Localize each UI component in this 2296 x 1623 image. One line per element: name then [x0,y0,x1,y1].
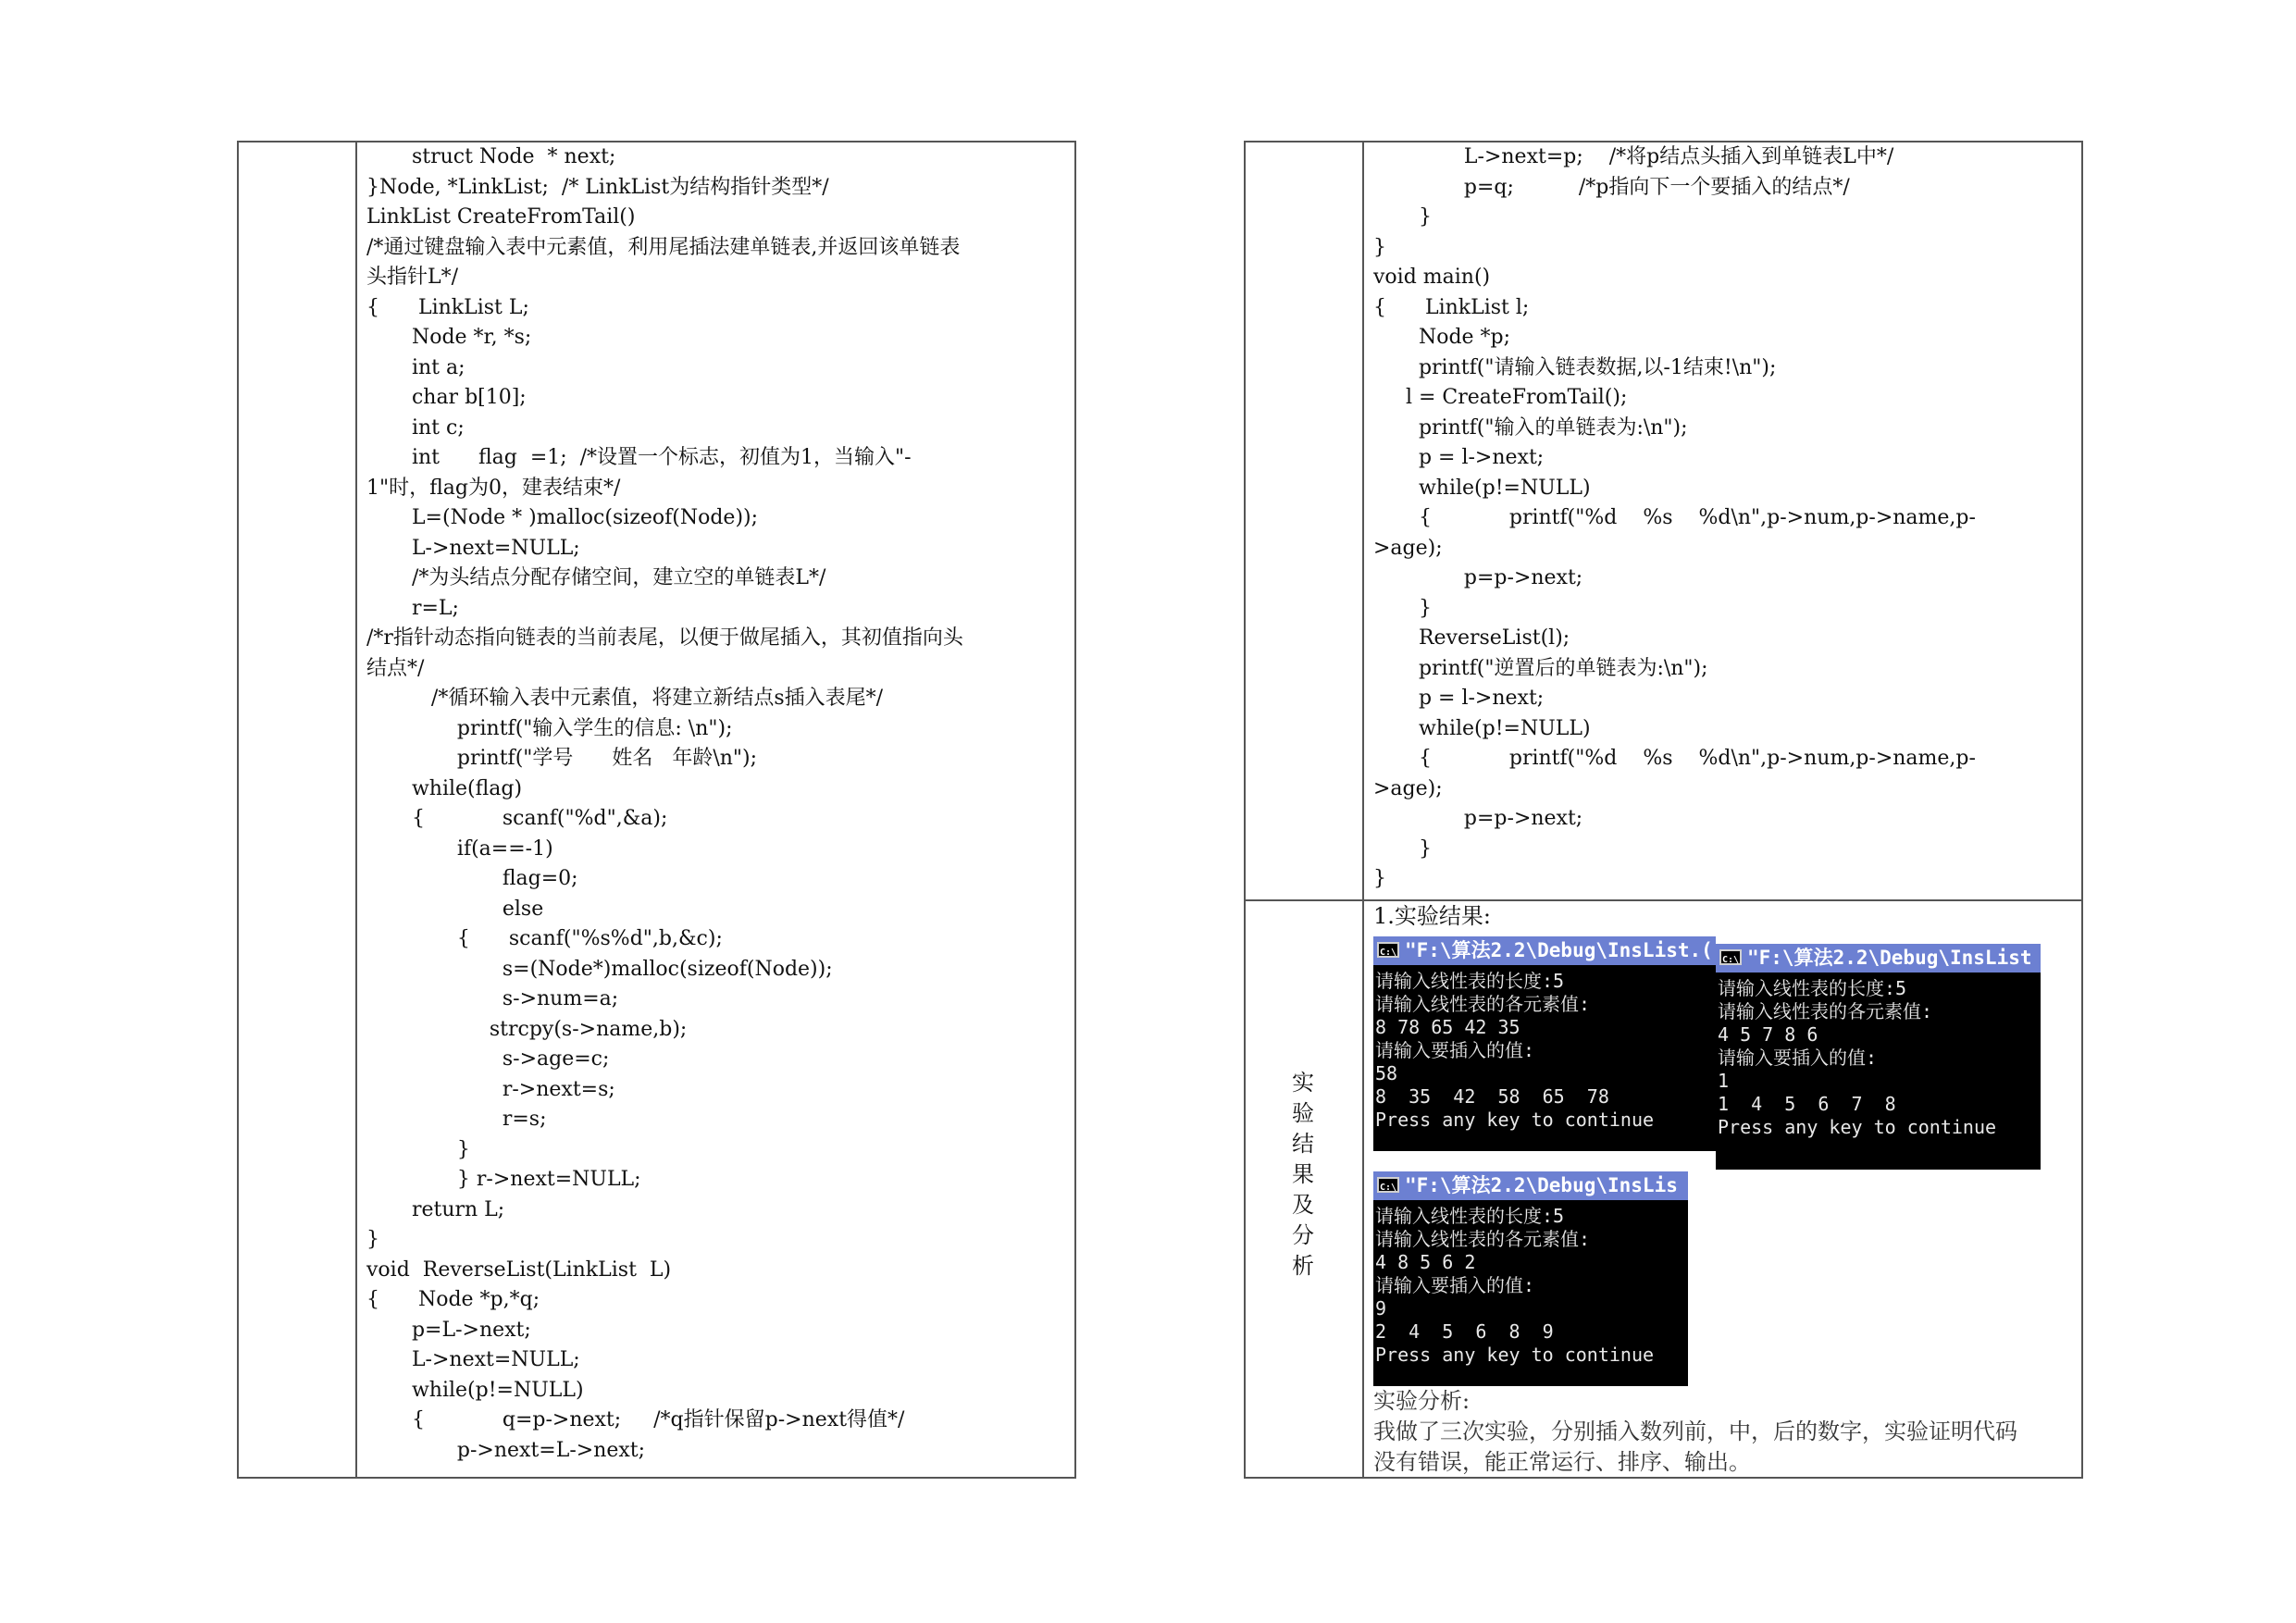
results-title: 1.实验结果: [1373,903,1491,929]
left-table-divider [355,142,357,1477]
right-code-table [1244,141,2083,1479]
console-title-1: "F:\算法2.2\Debug\InsList.( [1405,939,1713,961]
results-section-label: 实 验 结 果 及 分 析 [1292,1070,1314,1279]
console-icon [1719,949,1742,965]
console-output-1: 请输入线性表的长度:5 请输入线性表的各元素值: 8 78 65 42 35 请输入要插入的值: 58 8 35 42 58 65 78 Press any key to continue [1375,970,1655,1131]
left-code-block: struct Node * next; }Node, *LinkList; /* LinkList为结构指针类型*/ LinkList CreateFromTail() /*通过键盘输入表中元素值，利用尾插法建单链表,并返回该单链表 头指针L*/ { LinkList L; Node *r, *s; int a; char b[10]; int c; int flag =1; /*设置一个标志，初值为1，当输入"- 1"时，flag为0，建表结束*/ L=(Node * )malloc(sizeof(Node)); L->next=NULL; /*为头结点分配存储空间，建立空的单链表L*/ r=L; /*r指针动态指向链表的当前表尾，以便于做尾插入，其初值指向头 结点*/ /*循环输入表中元素值，将建立新结点s插入表尾*/ printf("输入学生的信息: \n"); printf("学号 姓名 年龄\n"); while(flag) { scanf("%d",&a); if(a==-1) flag=0; else { scanf("%s%d",b,&c); s=(Node*)malloc(sizeof(Node)); s->num=a; strcpy(s->name,b); s->age=c; r->next=s; r=s; } } r->next=NULL; return L; } void ReverseList(LinkList L) { Node *p,*q; p=L->next; L->next=NULL; while(p!=NULL) { q=p->next; /*q指针保留p->next得值*/ p->next=L->next; [366,145,963,1462]
console-title-3: "F:\算法2.2\Debug\InsLis [1405,1174,1678,1196]
console-titlebar-1 [1373,936,1716,965]
console-window-3 [1373,1171,1688,1386]
console-titlebar-3 [1373,1171,1688,1200]
analysis-title: 实验分析: [1373,1388,1471,1414]
console-icon [1377,1177,1399,1193]
console-window-1 [1373,936,1716,1151]
console-titlebar-2 [1716,944,2041,973]
console-title-2: "F:\算法2.2\Debug\InsList [1747,947,2032,969]
analysis-text: 我做了三次实验，分别插入数列前，中，后的数字，实验证明代码 没有错误，能正常运行、排序、输出。 [1373,1419,2017,1475]
console-window-2 [1716,944,2041,1170]
console-output-2: 请输入线性表的长度:5 请输入线性表的各元素值: 4 5 7 8 6 请输入要插入的值: 1 1 4 5 6 7 8 Press any key to continue [1718,977,1997,1138]
console-icon [1377,942,1399,958]
right-code-block: L->next=p; /*将p结点头插入到单链表L中*/ p=q; /*p指向下一个要插入的结点*/ } } void main() { LinkList l; Node *p; printf("请输入链表数据,以-1结束!\n"); l = CreateFromTail(); printf("输入的单链表为:\n"); p = l->next; while(p!=NULL) { printf("%d %s %d\n",p->num,p->name,p- >age); p=p->next; } ReverseList(l); printf("逆置后的单链表为:\n"); p = l->next; while(p!=NULL) { printf("%d %s %d\n",p->num,p->name,p- >age); p=p->next; } } [1373,145,1976,890]
right-table-divider [1362,142,1364,1477]
console-output-3: 请输入线性表的长度:5 请输入线性表的各元素值: 4 8 5 6 2 请输入要插入的值: 9 2 4 5 6 8 9 Press any key to continue [1375,1205,1655,1366]
results-row-divider [1246,899,2081,901]
left-code-table [237,141,1076,1479]
